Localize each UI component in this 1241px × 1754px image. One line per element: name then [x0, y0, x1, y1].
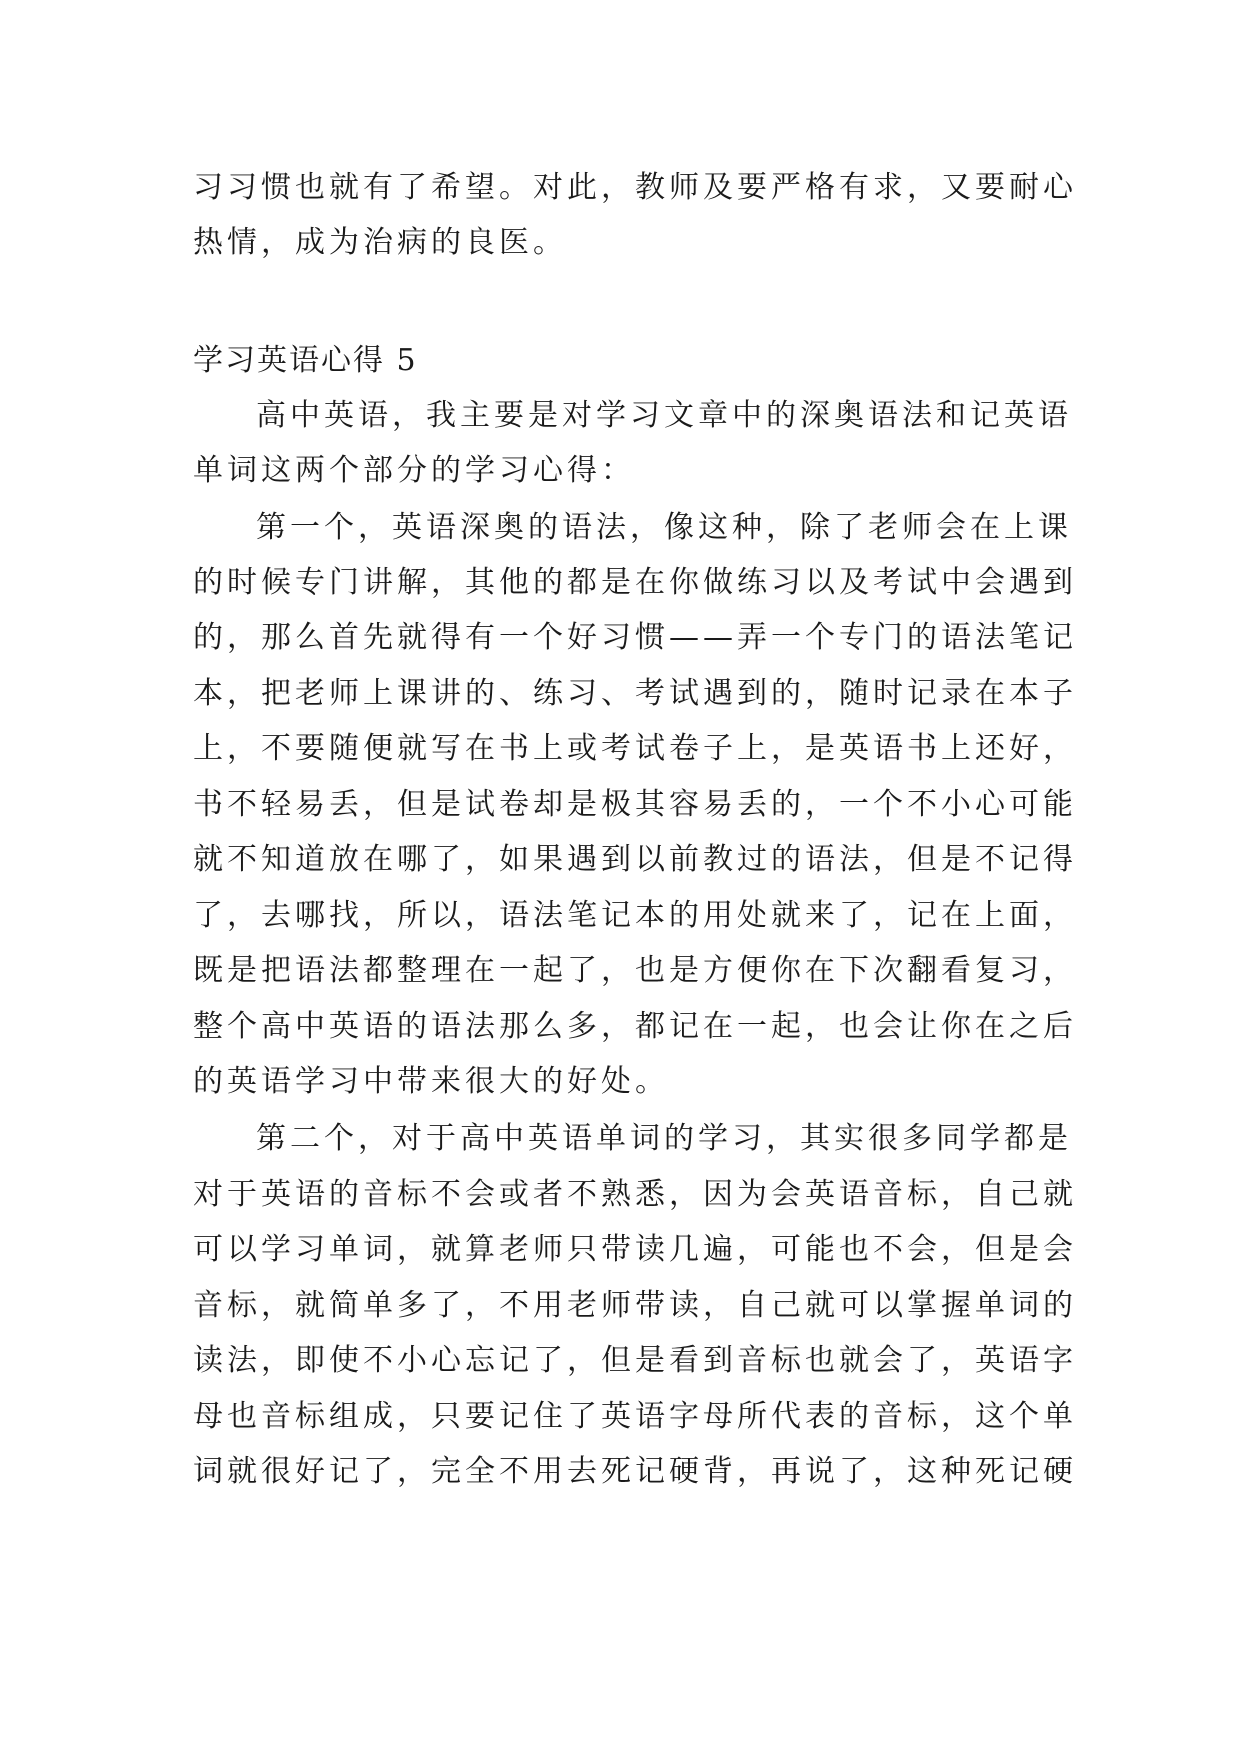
paragraph-line: 的时候专门讲解，其他的都是在你做练习以及考试中会遇到	[193, 565, 1077, 600]
paragraph-line: 单词这两个部分的学习心得：	[193, 453, 635, 488]
paragraph-line: 第一个，英语深奥的语法，像这种，除了老师会在上课	[256, 510, 1072, 545]
section-heading: 学习英语心得 5	[193, 343, 418, 378]
paragraph-line: 习习惯也就有了希望。对此，教师及要严格有求，又要耐心	[193, 170, 1077, 205]
paragraph-line: 书不轻易丢，但是试卷却是极其容易丢的，一个不小心可能	[193, 787, 1077, 822]
paragraph-line: 可以学习单词，就算老师只带读几遍，可能也不会，但是会	[193, 1232, 1077, 1267]
paragraph-line: 本，把老师上课讲的、练习、考试遇到的，随时记录在本子	[193, 676, 1077, 711]
paragraph-line: 既是把语法都整理在一起了，也是方便你在下次翻看复习，	[193, 953, 1077, 988]
paragraph-line: 音标，就简单多了，不用老师带读，自己就可以掌握单词的	[193, 1288, 1077, 1323]
paragraph-line: 高中英语，我主要是对学习文章中的深奥语法和记英语	[256, 398, 1072, 433]
paragraph-line: 就不知道放在哪了，如果遇到以前教过的语法，但是不记得	[193, 842, 1077, 877]
paragraph-line: 读法，即使不小心忘记了，但是看到音标也就会了，英语字	[193, 1343, 1077, 1378]
paragraph-line: 母也音标组成，只要记住了英语字母所代表的音标，这个单	[193, 1399, 1077, 1434]
paragraph-line: 的，那么首先就得有一个好习惯——弄一个专门的语法笔记	[193, 620, 1077, 655]
paragraph-line: 了，去哪找，所以，语法笔记本的用处就来了，记在上面，	[193, 898, 1077, 933]
paragraph-line: 上，不要随便就写在书上或考试卷子上，是英语书上还好，	[193, 731, 1077, 766]
paragraph-line: 热情，成为治病的良医。	[193, 225, 567, 260]
paragraph-line: 对于英语的音标不会或者不熟悉，因为会英语音标，自己就	[193, 1177, 1077, 1212]
paragraph-line: 整个高中英语的语法那么多，都记在一起，也会让你在之后	[193, 1009, 1077, 1044]
paragraph-line: 第二个，对于高中英语单词的学习，其实很多同学都是	[256, 1121, 1072, 1156]
paragraph-line: 词就很好记了，完全不用去死记硬背，再说了，这种死记硬	[193, 1454, 1077, 1489]
paragraph-line: 的英语学习中带来很大的好处。	[193, 1064, 669, 1099]
